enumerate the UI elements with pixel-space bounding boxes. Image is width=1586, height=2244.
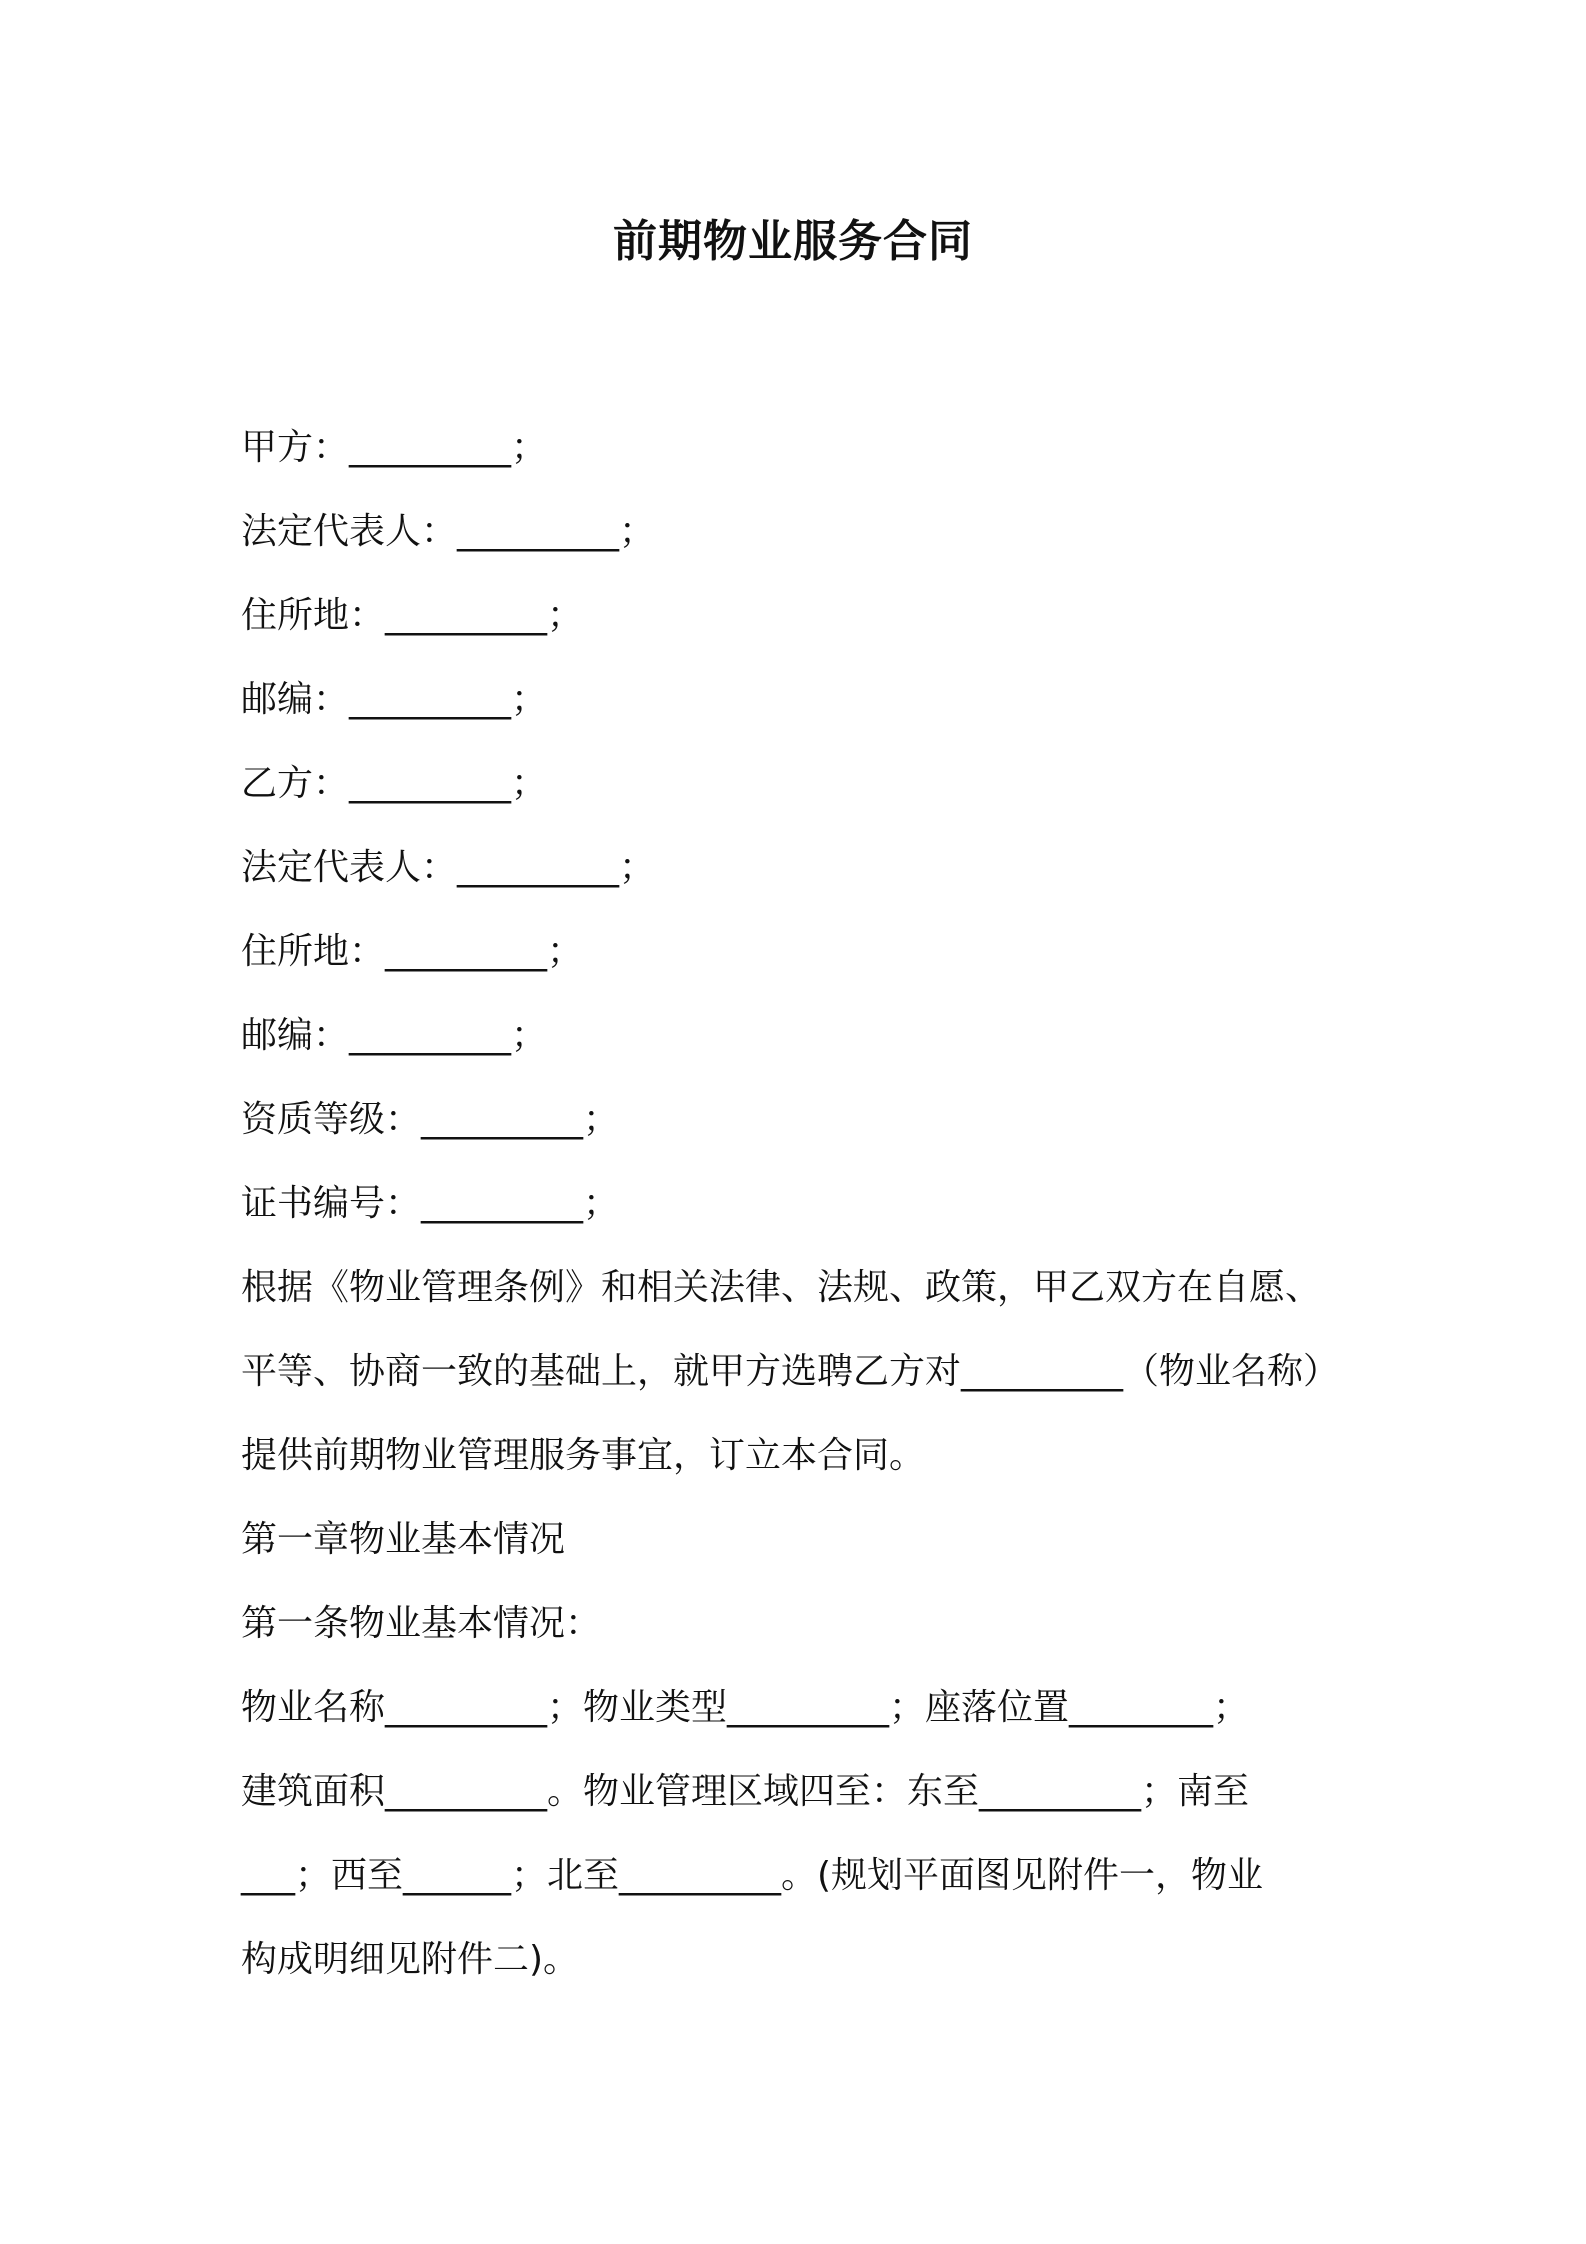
- article-heading: 第一条物业基本情况：: [241, 1603, 602, 1644]
- article-line: ___；西至______；北至_________。(规划平面图见附件一，物业: [241, 1855, 1264, 1896]
- party-a-address-line: 住所地：_________；: [241, 595, 584, 636]
- party-b-legal-rep-line: 法定代表人：_________；: [241, 847, 656, 888]
- preamble-line: 根据《物业管理条例》和相关法律、法规、政策，甲乙双方在自愿、: [241, 1267, 1322, 1308]
- certificate-number-line: 证书编号：_________；: [241, 1183, 620, 1224]
- party-b-address-line: 住所地：_________；: [241, 931, 584, 972]
- preamble-line: 平等、协商一致的基础上，就甲方选聘乙方对_________（物业名称）: [241, 1351, 1340, 1392]
- document-body: [241, 406, 1361, 2002]
- qualification-level-line: 资质等级：_________；: [241, 1099, 620, 1140]
- party-b-postcode-line: 邮编：_________；: [241, 1015, 548, 1056]
- party-a-line: 甲方：_________；: [241, 427, 548, 468]
- article-line: 物业名称_________；物业类型_________；座落位置________；: [241, 1687, 1250, 1728]
- chapter-heading: 第一章物业基本情况: [241, 1519, 566, 1560]
- document-title: 前期物业服务合同: [613, 216, 973, 267]
- article-line: 建筑面积_________。物业管理区域四至：东至_________；南至: [241, 1771, 1250, 1812]
- party-a-legal-rep-line: 法定代表人：_________；: [241, 511, 656, 552]
- party-b-line: 乙方：_________；: [241, 763, 548, 804]
- preamble-line: 提供前期物业管理服务事宜，订立本合同。: [241, 1435, 926, 1476]
- article-line: 构成明细见附件二)。: [241, 1939, 580, 1980]
- party-a-postcode-line: 邮编：_________；: [241, 679, 548, 720]
